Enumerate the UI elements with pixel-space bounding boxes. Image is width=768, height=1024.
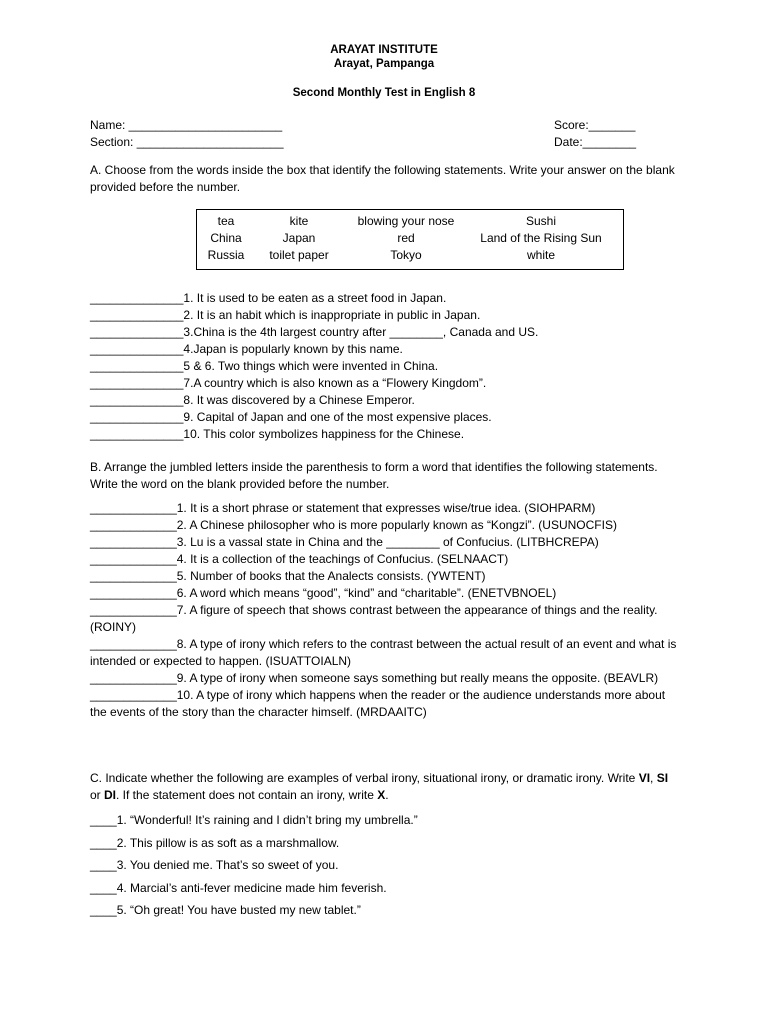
question-item: _____________7. A figure of speech that shows contrast between the appearance of things and the reality. (ROINY): [90, 603, 658, 634]
question-item: _____________3. Lu is a vassal state in China and the ________ of Confucius. (LITBHCREPA): [90, 535, 599, 549]
section-b-instructions: B. Arrange the jumbled letters inside the parenthesis to form a word that identifies the following statements. Write the word on the blank provided before the number.: [90, 460, 658, 491]
question-item: ______________7.A country which is also known as a “Flowery Kingdom”.: [90, 376, 487, 390]
word-box-cell: Sushi: [525, 214, 557, 228]
word-box-cell: blowing your nose: [357, 214, 455, 228]
school-header: [0, 43, 768, 71]
word-box-cell: Russia: [207, 248, 245, 262]
question-item: ______________8. It was discovered by a Chinese Emperor.: [90, 393, 415, 407]
date-field: Date:________: [554, 135, 637, 149]
question-item: ______________4.Japan is popularly known by this name.: [90, 342, 403, 356]
vi-code: VI: [638, 771, 651, 785]
question-item: ____1. “Wonderful! It’s raining and I didn’t bring my umbrella.”: [90, 813, 418, 827]
question-item: ____3. You denied me. That’s so sweet of you.: [90, 858, 339, 872]
question-item: _____________2. A Chinese philosopher who is more popularly known as “Kongzi”. (USUNOCFIS): [90, 518, 617, 532]
question-item: _____________8. A type of irony which refers to the contrast between the actual result of an event and what is intended or expected to happen. (ISUATTOIALN): [90, 637, 677, 668]
question-item: _____________6. A word which means “good”, “kind” and “charitable”. (ENETVBNOEL): [90, 586, 557, 600]
section-b-items: [90, 500, 680, 721]
section-field: Section: ______________________: [90, 135, 284, 149]
question-item: _____________1. It is a short phrase or statement that expresses wise/true idea. (SIOHPARM): [90, 501, 596, 515]
word-box-cell: white: [526, 248, 555, 262]
word-box-cell: red: [397, 231, 415, 245]
word-box-cell: kite: [289, 214, 309, 228]
question-item: ____5. “Oh great! You have busted my new tablet.”: [90, 903, 361, 917]
question-item: ____4. Marcial’s anti-fever medicine made him feverish.: [90, 880, 387, 895]
institute-name: ARAYAT INSTITUTE: [330, 44, 438, 56]
question-item: _____________5. Number of books that the Analects consists. (YWTENT): [90, 569, 486, 583]
score-field: Score:_______: [554, 118, 636, 132]
score-fields: [554, 117, 636, 151]
word-box-cell: toilet paper: [269, 248, 329, 262]
question-item: _____________9. A type of irony when someone says something but really means the opposite. (BEAVLR): [90, 671, 659, 685]
word-box-row: [203, 247, 619, 264]
question-item: ______________10. This color symbolizes happiness for the Chinese.: [90, 427, 465, 441]
instruction-text: ,: [650, 771, 657, 785]
student-fields: [90, 117, 284, 151]
question-item: ____2. This pillow is as soft as a marshmallow.: [90, 835, 340, 850]
word-box-cell: China: [210, 231, 242, 245]
word-box-row: [203, 230, 619, 247]
si-code: SI: [656, 771, 669, 785]
word-box-cell: Land of the Rising Sun: [480, 231, 602, 245]
question-item: ______________3.China is the 4th largest country after ________, Canada and US.: [90, 325, 539, 339]
test-title: Second Monthly Test in English 8: [292, 87, 476, 99]
word-box-row: [203, 213, 619, 230]
word-box-cell: Japan: [282, 231, 316, 245]
question-item: _____________10. A type of irony which happens when the reader or the audience understands more about the events of the story than the character himself. (MRDAAITC): [90, 688, 666, 719]
name-field: Name: _______________________: [90, 118, 283, 132]
word-box-cell: Tokyo: [390, 248, 422, 262]
word-box-table: [203, 213, 619, 264]
question-item: _____________4. It is a collection of the teachings of Confucius. (SELNAACT): [90, 552, 509, 566]
question-item: ______________9. Capital of Japan and one of the most expensive places.: [90, 410, 492, 424]
institute-location: Arayat, Pampanga: [333, 58, 435, 70]
di-code: DI: [104, 788, 117, 802]
section-a-instructions: A. Choose from the words inside the box that identify the following statements. Write your answer on the blank provided before the number.: [90, 163, 675, 194]
question-item: ______________5 & 6. Two things which were invented in China.: [90, 359, 439, 373]
x-code: X: [377, 788, 386, 802]
instruction-text: .: [385, 788, 389, 802]
section-c-instructions: [90, 770, 680, 804]
question-item: ______________2. It is an habit which is inappropriate in public in Japan.: [90, 308, 481, 322]
word-box-cell: tea: [217, 214, 235, 228]
question-item: ______________1. It is used to be eaten as a street food in Japan.: [90, 291, 447, 305]
section-a-items: [90, 290, 680, 443]
word-box: [196, 209, 624, 270]
instruction-text: or: [90, 788, 105, 802]
instruction-text: C. Indicate whether the following are examples of verbal irony, situational irony, or dramatic irony. Write: [90, 771, 639, 785]
instruction-text: . If the statement does not contain an irony, write: [116, 788, 378, 802]
section-c-items: [90, 812, 680, 925]
